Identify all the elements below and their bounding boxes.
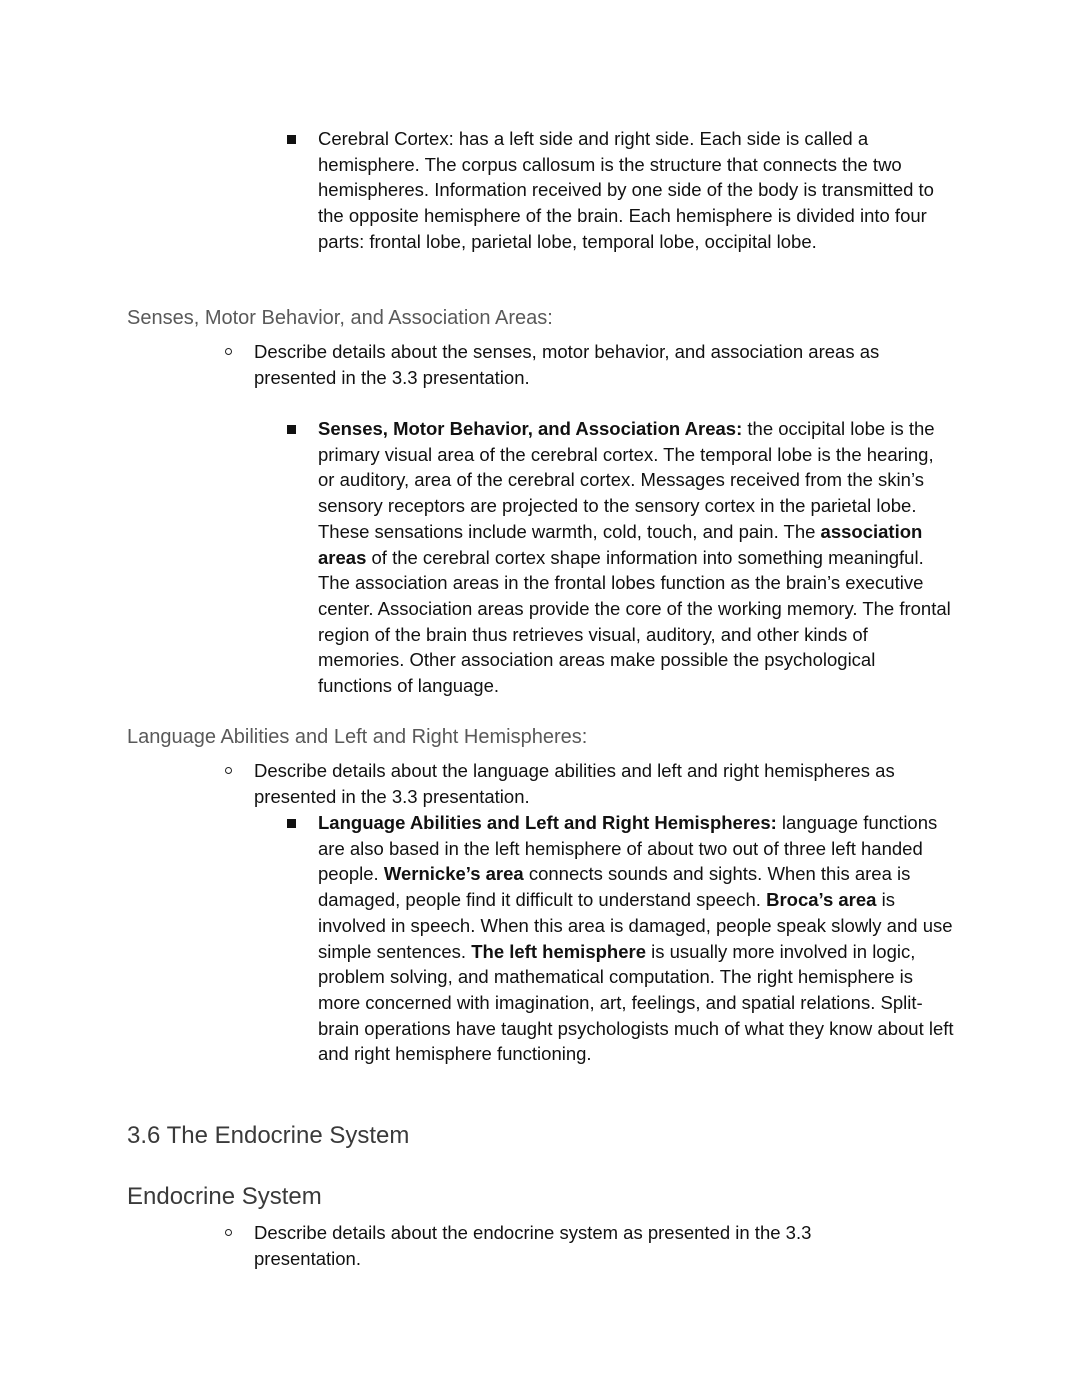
cerebral-cortex-text: Cerebral Cortex: has a left side and right side. Each side is called a hemisphere. The corpus callosum is the structure that connects the two hemispheres. Information received by one side of the body is transmitted to the opposite hemisphere of the brain. Each hemisphere is divided into four parts: frontal lobe, parietal lobe, temporal lobe, occipital lobe.	[318, 128, 934, 252]
language-answer	[318, 810, 954, 1067]
language-answer-part1: language functions are also based in the left hemisphere of about two out of three left handed people.	[318, 812, 938, 885]
circle-bullet-icon	[225, 767, 232, 774]
senses-answer-text	[318, 416, 954, 699]
language-section-heading: Language Abilities and Left and Right Hemispheres:	[127, 726, 588, 748]
left-hemisphere-term: The left hemisphere	[471, 940, 646, 962]
language-prompt	[254, 758, 944, 809]
senses-answer	[318, 416, 954, 699]
association-areas-term: association areas	[318, 520, 923, 568]
language-answer-label: Language Abilities and Left and Right Hemispheres:	[318, 812, 777, 833]
chapter-heading: 3.6 The Endocrine System	[127, 1122, 410, 1149]
language-answer-text	[318, 810, 954, 1067]
endocrine-heading: Endocrine System	[127, 1183, 322, 1210]
senses-answer-label: Senses, Motor Behavior, and Association Areas:	[318, 418, 743, 439]
cerebral-cortex-paragraph	[318, 126, 958, 255]
square-bullet-icon	[287, 425, 296, 434]
senses-answer-part2: of the cerebral cortex shape information into something meaningful. The association areas in the frontal lobes function as the brain’s executive center. Association areas provide the core of the working memory. The frontal region of the brain thus retrieves visual, auditory, and other kinds of memories. Other association areas make possible the psychological functions of language.	[318, 546, 951, 697]
square-bullet-icon	[287, 819, 296, 828]
wernicke-term: Wernicke’s area	[383, 863, 524, 885]
broca-term: Broca’s area	[766, 889, 877, 911]
senses-answer-part1: the occipital lobe is the primary visual area of the cerebral cortex. The temporal lobe is the hearing, or auditory, area of the cerebral cortex. Messages received from the skin’s sensory receptors are projected to the sensory cortex in the parietal lobe. These sensations include warmth, cold, touch, and pain. The	[318, 418, 935, 542]
senses-prompt	[254, 339, 944, 390]
endocrine-prompt-text: Describe details about the endocrine system as presented in the 3.3 presentation.	[254, 1222, 812, 1269]
language-prompt-text: Describe details about the language abilities and left and right hemispheres as presented in the 3.3 presentation.	[254, 760, 895, 807]
language-answer-part4: is usually more involved in logic, problem solving, and mathematical computation. The right hemisphere is more concerned with imagination, art, feelings, and spatial relations. Split-brain operations have taught psychologists much of what they know about left and right hemisphere functioning.	[318, 940, 954, 1065]
language-answer-part2: connects sounds and sights. When this area is damaged, people find it difficult to understand speech.	[318, 863, 911, 911]
circle-bullet-icon	[225, 348, 232, 355]
senses-prompt-text: Describe details about the senses, motor behavior, and association areas as presented in the 3.3 presentation.	[254, 341, 880, 388]
endocrine-prompt	[254, 1220, 854, 1271]
square-bullet-icon	[287, 135, 296, 144]
senses-section-heading: Senses, Motor Behavior, and Association Areas:	[127, 307, 553, 329]
language-answer-part3: is involved in speech. When this area is damaged, people speak slowly and use simple sentences.	[318, 889, 953, 962]
circle-bullet-icon	[225, 1229, 232, 1236]
